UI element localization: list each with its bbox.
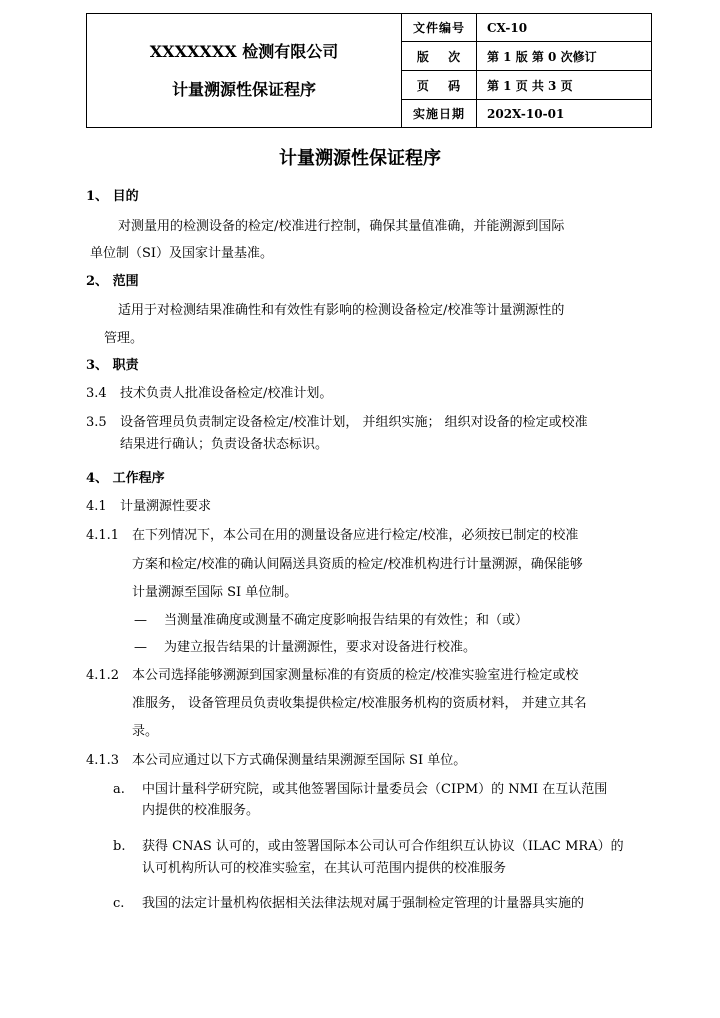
dash-bullet: — — [134, 640, 147, 655]
item-number: 3.4 — [86, 386, 107, 401]
header-doc-title: 计量溯源性保证程序 — [171, 79, 316, 99]
item-3-5-text-line: 结果进行确认；负责设备状态标识。 — [120, 437, 329, 452]
document-title: 计量溯源性保证程序 — [279, 148, 441, 169]
item-3-4-text: 技术负责人批准设备检定/校准计划。 — [120, 386, 333, 401]
list-item-b-text-line: 认可机构所认可的校准实验室，在其认可范围内提供的校准服务 — [142, 861, 507, 876]
list-label-c: c. — [113, 896, 125, 911]
item-4-1-1-text-line: 在下列情况下，本公司在用的测量设备应进行检定/校准，必须按已制定的校准 — [132, 528, 579, 543]
section-1-text-line: 对测量用的检测设备的检定/校准进行控制，确保其量值准确，并能溯源到国际 — [118, 219, 565, 234]
item-4-1-2-text-line: 准服务， 设备管理员负责收集提供检定/校准服务机构的资质材料， 并建立其名 — [132, 696, 587, 711]
header-value-doc-no: CX-10 — [477, 14, 652, 42]
header-label-page: 页 码 — [402, 71, 477, 100]
section-3-heading: 3、 职责 — [86, 358, 139, 373]
header-label-date: 实施日期 — [402, 100, 477, 128]
item-4-1-2-text-line: 本公司选择能够溯源到国家测量标准的有资质的检定/校准实验室进行检定或校 — [132, 668, 579, 683]
list-label-b: b. — [113, 839, 126, 854]
section-2-text-line: 适用于对检测结果准确性和有效性有影响的检测设备检定/校准等计量溯源性的 — [118, 303, 565, 318]
item-number: 4.1.3 — [86, 753, 120, 768]
section-1-heading: 1、 目的 — [86, 189, 139, 204]
header-label-version: 版 次 — [402, 42, 477, 71]
list-label-a: a. — [113, 782, 125, 797]
dash-item-text: 当测量准确度或测量不确定度影响报告结果的有效性；和（或） — [164, 613, 529, 628]
list-item-c-text-line: 我国的法定计量机构依据相关法律法规对属于强制检定管理的计量器具实施的 — [142, 896, 585, 911]
section-2-heading: 2、 范围 — [86, 274, 139, 289]
list-item-a-text-line: 中国计量科学研究院，或其他签署国际计量委员会（CIPM）的 NMI 在互认范围 — [142, 782, 608, 797]
header-value-date: 202X-10-01 — [477, 100, 652, 128]
header-value-version: 第 1 版 第 0 次修订 — [477, 42, 652, 71]
company-name: XXXXXXX 检测有限公司 — [149, 41, 339, 61]
item-4-1-2-text-line: 录。 — [132, 724, 159, 739]
section-2-text-line: 管理。 — [104, 331, 144, 346]
item-number: 4.1 — [86, 499, 107, 514]
item-4-1-3-text: 本公司应通过以下方式确保测量结果溯源至国际 SI 单位。 — [132, 753, 467, 768]
item-3-5-text-line: 设备管理员负责制定设备检定/校准计划， 并组织实施； 组织对设备的检定或校准 — [120, 415, 588, 430]
item-4-1-1-text-line: 方案和检定/校准的确认间隔送具资质的检定/校准机构进行计量溯源，确保能够 — [132, 557, 583, 572]
item-number: 4.1.2 — [86, 668, 120, 683]
item-4-1-1-text-line: 计量溯源至国际 SI 单位制。 — [132, 585, 298, 600]
item-4-1-text: 计量溯源性要求 — [120, 499, 212, 514]
section-4-heading: 4、 工作程序 — [86, 471, 165, 486]
document-header-table — [86, 13, 652, 128]
list-item-b-text-line: 获得 CNAS 认可的，或由签署国际本公司认可合作组织互认协议（ILAC MRA）的 — [142, 839, 624, 854]
item-number: 4.1.1 — [86, 528, 120, 543]
section-1-text-line: 单位制（SI）及国家计量基准。 — [90, 246, 274, 261]
header-value-page: 第 1 页 共 3 页 — [477, 71, 652, 100]
dash-bullet: — — [134, 613, 147, 628]
header-label-doc-no: 文件编号 — [402, 14, 477, 42]
header-company-cell — [87, 14, 402, 128]
list-item-a-text-line: 内提供的校准服务。 — [142, 803, 260, 818]
item-number: 3.5 — [86, 415, 107, 430]
dash-item-text: 为建立报告结果的计量溯源性，要求对设备进行校准。 — [164, 640, 477, 655]
